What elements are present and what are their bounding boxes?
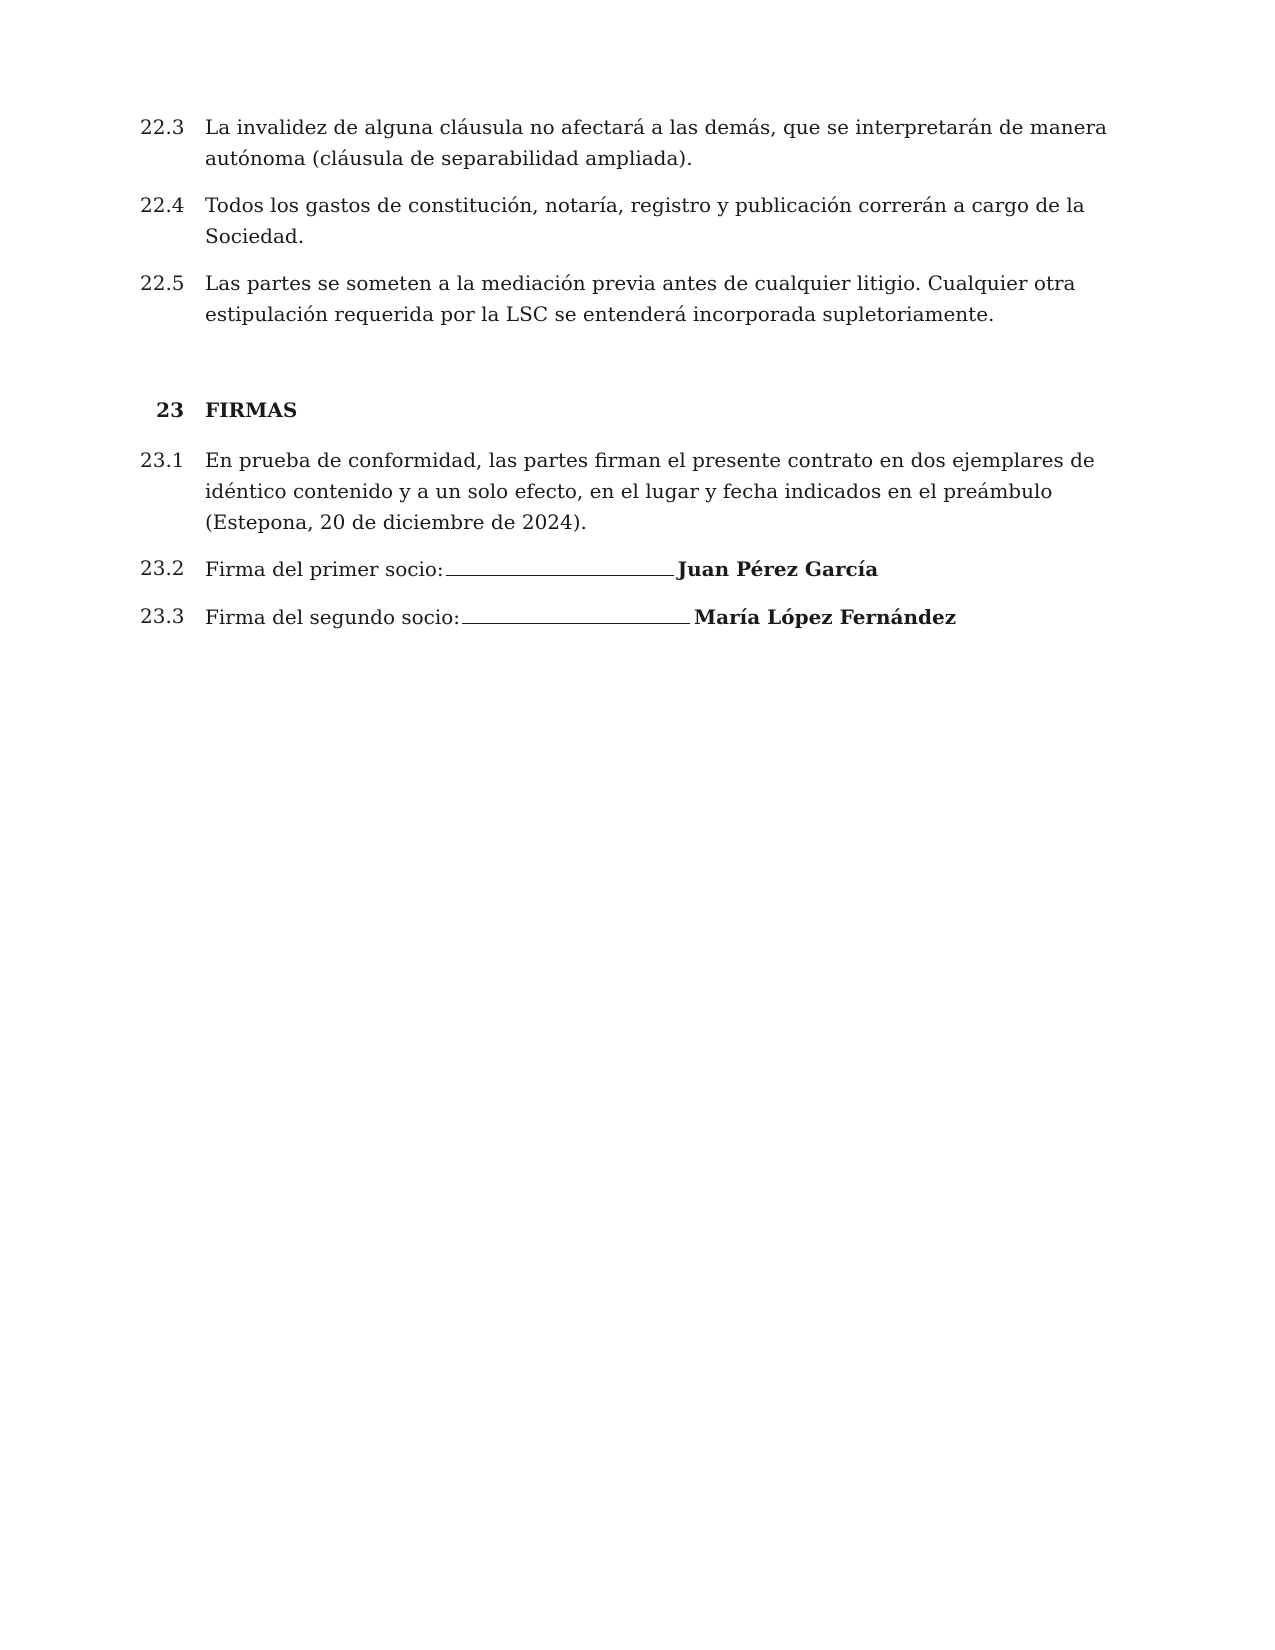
- clause-number: 23.1: [140, 448, 185, 472]
- signature-label: Firma del primer socio:: [205, 557, 444, 581]
- signature-label: Firma del segundo socio:: [205, 605, 461, 629]
- clause-23-1: [140, 445, 1140, 538]
- clause-number: 22.3: [140, 115, 185, 139]
- section-number: 23: [156, 398, 184, 422]
- section-heading-23: [140, 395, 1140, 426]
- clause-text: Las partes se someten a la mediación previa antes de cualquier litigio. Cualquier otra estipulación requerida por la LSC se entenderá incorporada supletoriamente.: [205, 271, 1076, 326]
- clause-text: En prueba de conformidad, las partes firman el presente contrato en dos ejemplares de idéntico contenido y a un solo efecto, en el lugar y fecha indicados en el preámbulo (Estepona, 20 de diciembre de 2024).: [205, 448, 1095, 534]
- signature-blank: [446, 553, 674, 576]
- signature-line-first-partner: [140, 553, 1140, 585]
- clause-text: Todos los gastos de constitución, notaría, registro y publicación correrán a cargo de la Sociedad.: [205, 193, 1085, 248]
- clause-22-3: [140, 112, 1140, 174]
- signer-name: Juan Pérez García: [677, 557, 879, 581]
- clause-22-4: [140, 190, 1140, 252]
- signer-name: María López Fernández: [694, 605, 957, 629]
- clause-number: 22.5: [140, 271, 185, 295]
- clause-22-5: [140, 268, 1140, 330]
- signature-blank: [462, 601, 690, 624]
- clause-number: 23.2: [140, 556, 185, 580]
- clause-text: La invalidez de alguna cláusula no afectará a las demás, que se interpretarán de manera autónoma (cláusula de separabilidad ampliada).: [205, 115, 1107, 170]
- clause-number: 22.4: [140, 193, 185, 217]
- clause-number: 23.3: [140, 604, 185, 628]
- section-title: FIRMAS: [205, 398, 298, 422]
- signature-line-second-partner: [140, 601, 1140, 633]
